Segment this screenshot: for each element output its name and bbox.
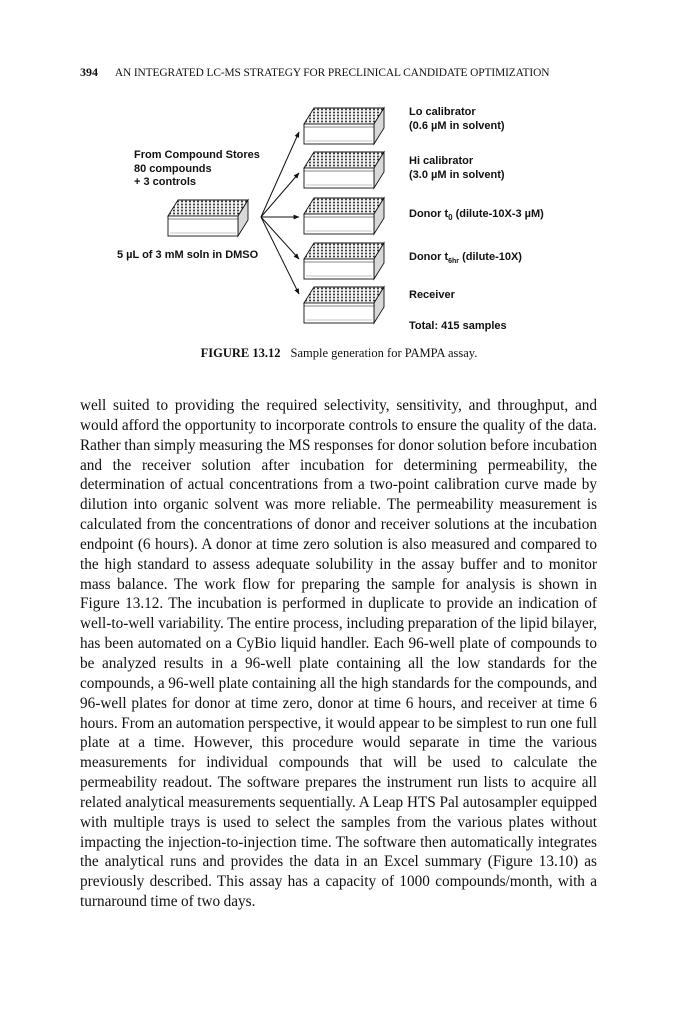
hi-calibrator-plate (304, 152, 384, 188)
donor-t6-subscript: 6hr (448, 258, 460, 266)
source-plate (168, 200, 248, 236)
source-line-3: + 3 controls (134, 176, 197, 188)
donor-t0-detail: (dilute-10X-3 µM) (452, 208, 544, 220)
caption-number: FIGURE 13.12 (200, 346, 281, 360)
running-title: AN INTEGRATED LC-MS STRATEGY FOR PRECLINICAL CANDIDATE OPTIMIZATION (114, 67, 550, 79)
hi-calibrator-line-2: (3.0 µM in solvent) (409, 168, 505, 181)
body-paragraph: well suited to providing the required selectivity, sensitivity, and throughput, and would afford the opportunity to incorporate controls to ensure the quality of the data. Rather than simply measuring the MS responses for donor solution before incubation and the receiver solution after incubation for determining permeability, the determination of actual concentrations from a two-point calibration curve made by dilution into organic solvent was more reliable. The permeability measurement is calculated from the concentrations of donor and receiver solutions at the incubation endpoint (6 hours). A donor at time zero solution is also measured and compared to the high standard to assess adequate solubility in the assay buffer and to monitor mass balance. The work flow for preparing the sample for analysis is shown in Figure 13.12. The incubation is performed in duplicate to provide an indication of well-to-well variability. The entire process, including preparation of the lipid bilayer, has been automated on a CyBio liquid handler. Each 96-well plate of compounds to be analyzed results in a 96-well plate containing all the low standards for the compounds, a 96-well plate containing all the high standards for the compounds, and 96-well plates for donor at time zero, donor at time 6 hours, and receiver at time 6 hours. From an automation perspective, it would appear to be simplest to run one full plate at a time. However, this procedure would separate in time the various measurements for individual compounds that will be used to calculate the permeability readout. The software prepares the instrument run lists to acquire all related analytical measurements sequentially. A Leap HTS Pal autosampler equipped with multiple trays is used to select the samples from the various plates without impacting the injection-to-injection time. The software then automatically integrates the analytical runs and provides the data in an Excel summary (Figure 13.10) as previously described. This assay has a capacity of 1000 compounds/month, with a turnaround time of two days. (80, 397, 597, 911)
figure-caption (0, 346, 678, 361)
donor-t6-name: Donor t (409, 251, 449, 263)
donor-t0-name: Donor t (409, 208, 449, 220)
caption-text: Sample generation for PAMPA assay. (290, 346, 478, 360)
transfer-arrows (261, 132, 299, 294)
source-line-2: 80 compounds (134, 162, 212, 175)
donor-t0-label (409, 208, 544, 225)
page-number: 394 (80, 65, 98, 79)
source-volume-label: 5 µL of 3 mM soln in DMSO (117, 249, 259, 261)
donor-t0-subscript: 0 (448, 213, 453, 223)
source-line-1: From Compound Stores (134, 149, 260, 161)
donor-t0-plate (304, 198, 384, 234)
hi-calibrator-line-1: Hi calibrator (409, 155, 474, 167)
hi-calibrator-label (409, 155, 505, 182)
lo-calibrator-label (409, 106, 505, 133)
donor-t6-detail: (dilute-10X) (459, 251, 522, 263)
receiver-plate (304, 287, 384, 323)
donor-t6-label (409, 251, 522, 269)
lo-calibrator-plate (304, 108, 384, 144)
figure-13-12 (0, 0, 678, 340)
donor-t6-plate (304, 243, 384, 279)
receiver-label: Receiver (409, 289, 455, 301)
lo-calibrator-line-1: Lo calibrator (409, 106, 476, 118)
source-label (134, 149, 260, 190)
lo-calibrator-line-2: (0.6 µM in solvent) (409, 119, 505, 132)
total-samples-label: Total: 415 samples (409, 320, 507, 332)
figure-diagram (0, 0, 678, 340)
